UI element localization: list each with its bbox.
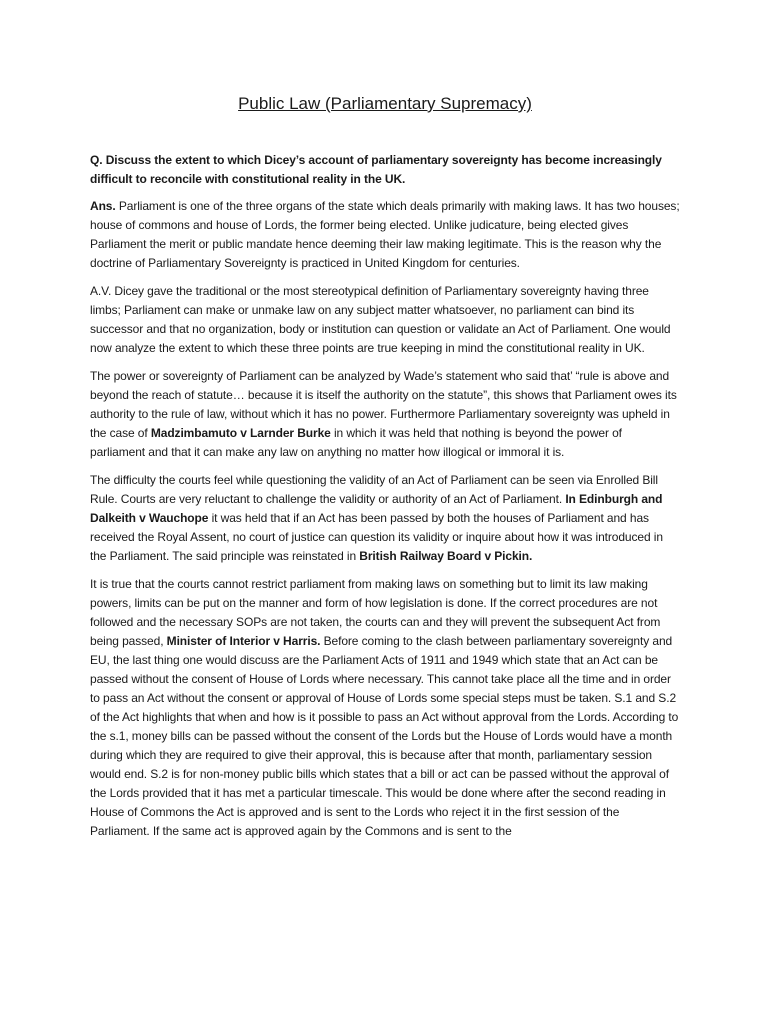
paragraph-text: in which it was held that nothing is beyond the power of parliament and that it can make any law on anything no matter how illogical or immoral it is.: [90, 426, 622, 459]
paragraph-text: The difficulty the courts feel while questioning the validity of an Act of Parliament can be seen via Enrolled Bill Rule. Courts are very reluctant to challenge the validity or authority of an Act of Parliament.: [90, 473, 658, 506]
question-paragraph: Q. Discuss the extent to which Dicey’s account of parliamentary sovereignty has become increasingly difficult to reconcile with constitutional reality in the UK.: [90, 153, 662, 186]
case-name: Minister of Interior v Harris.: [166, 634, 321, 648]
enrolled-bill-paragraph: [90, 471, 680, 566]
paragraph-text: The power or sovereignty of Parliament can be analyzed by Wade’s statement who said that’ “rule is above and beyond the reach of statute… because it is itself the authority on the statute”, this shows that Parliament owes its authority to the rule of law, without which it has no power. Furthermore Parliamentary sovereignty was upheld in the case of: [90, 369, 677, 440]
case-name: British Railway Board v Pickin.: [359, 549, 533, 563]
dicey-definition-paragraph: A.V. Dicey gave the traditional or the most stereotypical definition of Parliamentary sovereignty having three limbs; Parliament can make or unmake law on any subject matter whatsoever, no parliament can bind its successor and that no organization, body or institution can question or validate an Act of Parliament. One would now analyze the extent to which these three points are true keeping in mind the constitutional reality in UK.: [90, 284, 671, 355]
wade-statement-paragraph: [90, 367, 680, 462]
answer-paragraph: [90, 197, 680, 273]
document-page: [90, 93, 680, 850]
paragraph-text: Before coming to the clash between parliamentary sovereignty and EU, the last thing one would discuss are the Parliament Acts of 1911 and 1949 which state that an Act can be passed without the consent of House of Lords where necessary. This cannot take place all the time and in order to pass an Act without the consent or approval of House of Lords some special steps must be taken. S.1 and S.2 of the Act highlights that when and how is it possible to pass an Act without approval from the Lords. According to the s.1, money bills can be passed without the consent of the Lords but the House of Lords would have a month during which they are required to give their approval, this is because after that month, parliamentary session would end. S.2 is for non-money public bills which states that a bill or act can be passed without the approval of the Lords provided that it has met a particular timescale. This would be done where after the second reading in House of Commons the Act is approved and is sent to the Lords who reject it in the first session of the Parliament. If the same act is approved again by the Commons and is sent to the: [90, 634, 679, 838]
answer-text: Parliament is one of the three organs of the state which deals primarily with making laws. It has two houses; house of commons and house of Lords, the former being elected. Unlike judicature, being elected gives Parliament the merit or public mandate hence deeming their law making legitimate. This is the reason why the doctrine of Parliamentary Sovereignty is practiced in United Kingdom for centuries.: [90, 199, 680, 270]
case-name: In Edinburgh and Dalkeith v Wauchope: [90, 492, 663, 525]
paragraph-text: It is true that the courts cannot restrict parliament from making laws on something but to limit its law making powers, limits can be put on the manner and form of how legislation is done. If the correct procedures are not followed and the necessary SOPs are not taken, the courts can and they will prevent the subsequent Act from being passed,: [90, 577, 661, 648]
manner-and-form-paragraph: [90, 575, 680, 841]
document-title: Public Law (Parliamentary Supremacy): [238, 94, 532, 113]
paragraph-text: it was held that if an Act has been passed by both the houses of Parliament and has received the Royal Assent, no court of justice can question its validity or inquire about how it was introduced in the Parliament. The said principle was reinstated in: [90, 511, 663, 563]
answer-label: Ans.: [90, 199, 116, 213]
case-name: Madzimbamuto v Larnder Burke: [150, 426, 331, 440]
